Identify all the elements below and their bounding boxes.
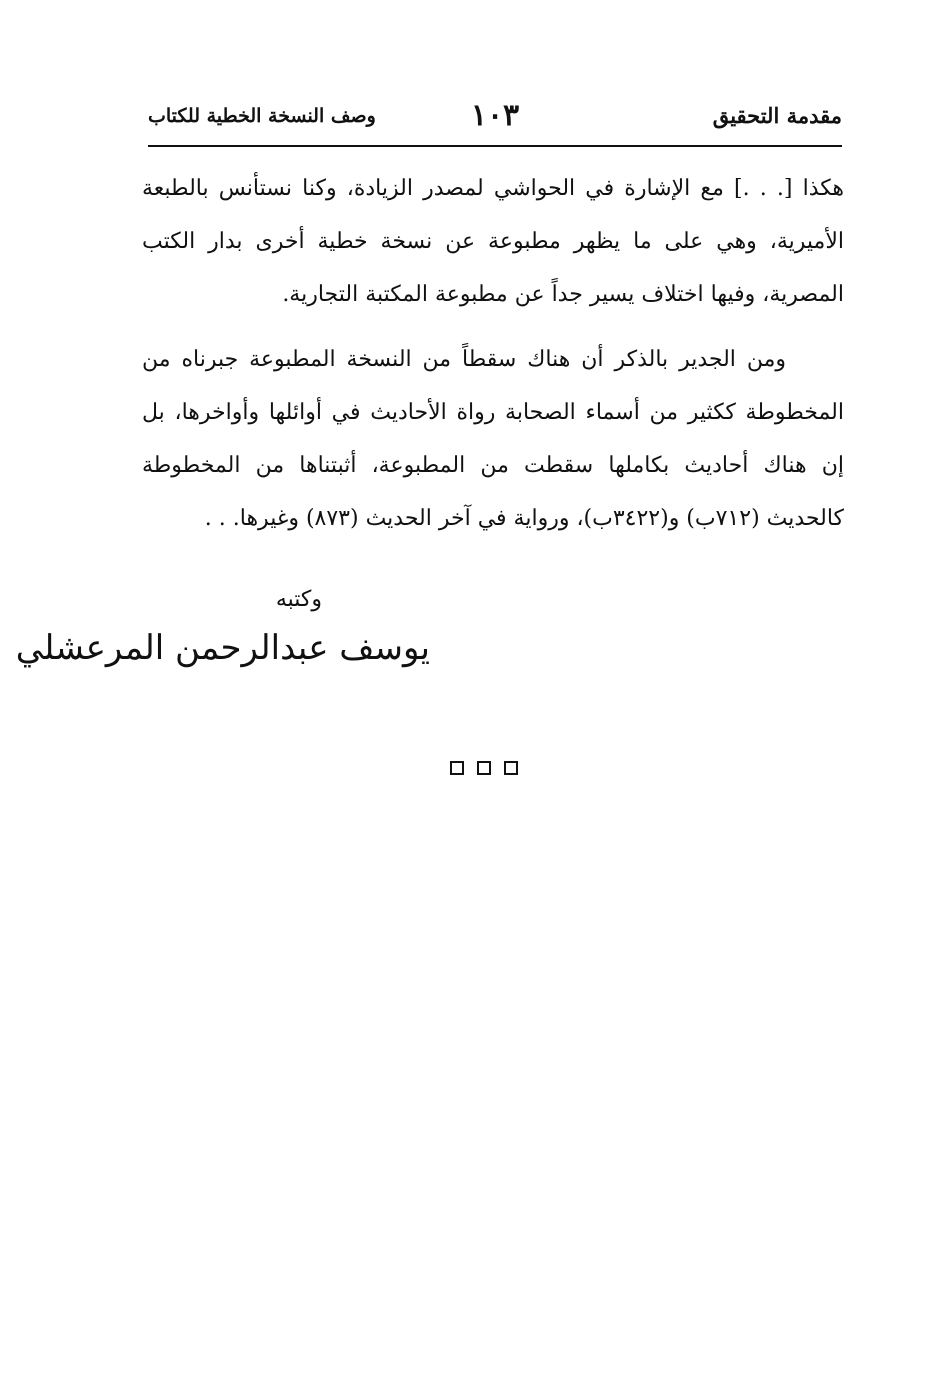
- author-name: يوسف عبدالرحمن المرعشلي: [15, 628, 430, 668]
- page-number: ١٠٣: [470, 98, 520, 133]
- section-title: مقدمة التحقيق: [712, 103, 842, 128]
- main-text: [142, 162, 844, 545]
- end-mark-box: [477, 761, 491, 775]
- end-mark-box: [504, 761, 518, 775]
- page-header: [148, 96, 842, 146]
- written-by-label: وكتبه: [275, 587, 322, 612]
- paragraph-second: ومن الجدير بالذكر أن هناك سقطاً من النسخة المطبوعة جبرناه من المخطوطة ككثير من أسماء الصحابة رواة الأحاديث في أوائلها وأواخرها، بل إن هناك أحاديث بكاملها سقطت من المطبوعة، أثبتناها من المخطوطة كالحديث (٧١٢ب) و(٣٤٢٢ب)، ورواية في آخر الحديث (٨٧٣) وغيرها. . .: [142, 347, 844, 531]
- paragraph-first: هكذا [. . .] مع الإشارة في الحواشي لمصدر الزيادة، وكنا نستأنس بالطبعة الأميرية، وهي على ما يظهر مطبوعة عن نسخة خطية أخرى بدار الكتب المصرية، وفيها اختلاف يسير جداً عن مطبوعة المكتبة التجارية.: [142, 176, 844, 307]
- header-divider: [148, 145, 842, 147]
- end-marks: [450, 758, 540, 778]
- chapter-title: وصف النسخة الخطية للكتاب: [148, 105, 376, 127]
- end-mark-box: [450, 761, 464, 775]
